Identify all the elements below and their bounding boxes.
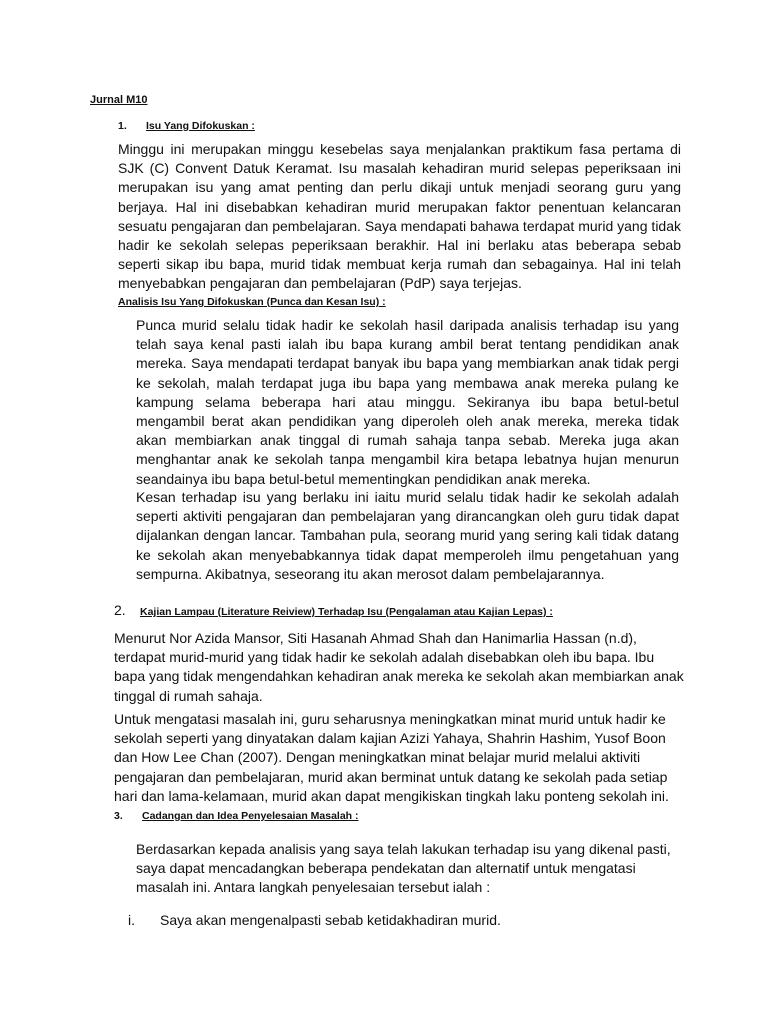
section-2-heading (114, 602, 553, 618)
section-1-heading (118, 120, 255, 132)
section-2-paragraph-2: Untuk mengatasi masalah ini, guru seharusnya meningkatkan minat murid untuk hadir ke sekolah seperti yang dinyatakan dalam kajian Azizi Yahaya, Shahrin Hashim, Yusof Boon dan How Lee Chan (2007). Dengan meningkatkan minat belajar murid melalui aktiviti pengajaran dan pembelajaran, murid akan berminat untuk datang ke sekolah pada setiap hari dan lama-kelamaan, murid akan dapat mengikiskan tingkah laku ponteng sekolah ini. (114, 711, 669, 804)
section-1-heading-text: Isu Yang Difokuskan : (146, 120, 255, 132)
section-3-paragraph: Berdasarkan kepada analisis yang saya telah lakukan terhadap isu yang dikenal pasti, saya dapat mencadangkan beberapa pendekatan dan alternatif untuk mengatasi masalah ini. Antara langkah penyelesaian tersebut ialah : (136, 841, 671, 896)
section-1-paragraph: Minggu ini merupakan minggu kesebelas saya menjalankan praktikum fasa pertama di SJK (C) Convent Datuk Keramat. Isu masalah kehadiran murid selepas peperiksaan ini merupakan isu yang amat penting dan perlu dikaji untuk menjadi seorang guru yang berjaya. Hal ini disebabkan kehadiran murid merupakan faktor penentuan kelancaran sesuatu pengajaran dan pembelajaran. Saya mendapati bahawa terdapat murid yang tidak hadir ke sekolah selepas peperiksaan berakhir. Hal ini berlaku atas beberapa sebab seperti sikap ibu bapa, murid tidak membuat kerja rumah dan sebagainya. Hal ini telah menyebabkan pengajaran dan pembelajaran (PdP) saya terjejas. (118, 141, 681, 292)
list-item (128, 912, 501, 928)
list-item-marker: i. (128, 912, 135, 928)
analysis-paragraph-1: Punca murid selalu tidak hadir ke sekolah hasil daripada analisis terhadap isu yang telah saya kenal pasti ialah ibu bapa kurang ambil berat tentang pendidikan anak mereka. Saya mendapati terdapat banyak ibu bapa yang membiarkan anak tidak pergi ke sekolah, malah terdapat juga ibu bapa yang membawa anak mereka pulang ke kampung selama beberapa hari atau minggu. Sekiranya ibu bapa betul-betul mengambil berat akan pendidikan yang diperoleh oleh anak mereka, mereka tidak akan membiarkan anak tinggal di rumah sahaja tanpa sebab. Mereka juga akan menghantar anak ke sekolah tanpa mengambil kira betapa lebatnya hujan menurun seandainya ibu bapa betul-betul mementingkan pendidikan anak mereka. (136, 317, 679, 487)
section-1-number: 1. (118, 120, 127, 132)
section-2-heading-text: Kajian Lampau (Literature Reiview) Terhadap Isu (Pengalaman atau Kajian Lepas) : (140, 606, 553, 618)
list-item-text: Saya akan mengenalpasti sebab ketidakhadiran murid. (160, 912, 501, 928)
document-title: Jurnal M10 (90, 94, 148, 106)
section-3-heading-text: Cadangan dan Idea Penyelesaian Masalah : (142, 810, 359, 822)
analysis-paragraph-2: Kesan terhadap isu yang berlaku ini iaitu murid selalu tidak hadir ke sekolah adalah seperti aktiviti pengajaran dan pembelajaran yang dirancangkan oleh guru tidak dapat dijalankan dengan lancar. Tambahan pula, seorang murid yang sering kali tidak datang ke sekolah akan menyebabkannya tidak dapat memperoleh ilmu pengetahuan yang sempurna. Akibatnya, seseorang itu akan merosot dalam pembelajarannya. (136, 489, 679, 582)
section-3-number: 3. (114, 810, 123, 822)
analysis-heading (118, 296, 386, 308)
section-3-heading (114, 810, 359, 822)
section-2-paragraph-1: Menurut Nor Azida Mansor, Siti Hasanah Ahmad Shah dan Hanimarlia Hassan (n.d), terdapat murid-murid yang tidak hadir ke sekolah adalah disebabkan oleh ibu bapa. Ibu bapa yang tidak mengendahkan kehadiran anak mereka ke sekolah akan membiarkan anak tinggal di rumah sahaja. (114, 630, 684, 704)
analysis-heading-text: Analisis Isu Yang Difokuskan (Punca dan Kesan Isu) : (118, 296, 386, 308)
section-2-number: 2. (114, 602, 126, 618)
